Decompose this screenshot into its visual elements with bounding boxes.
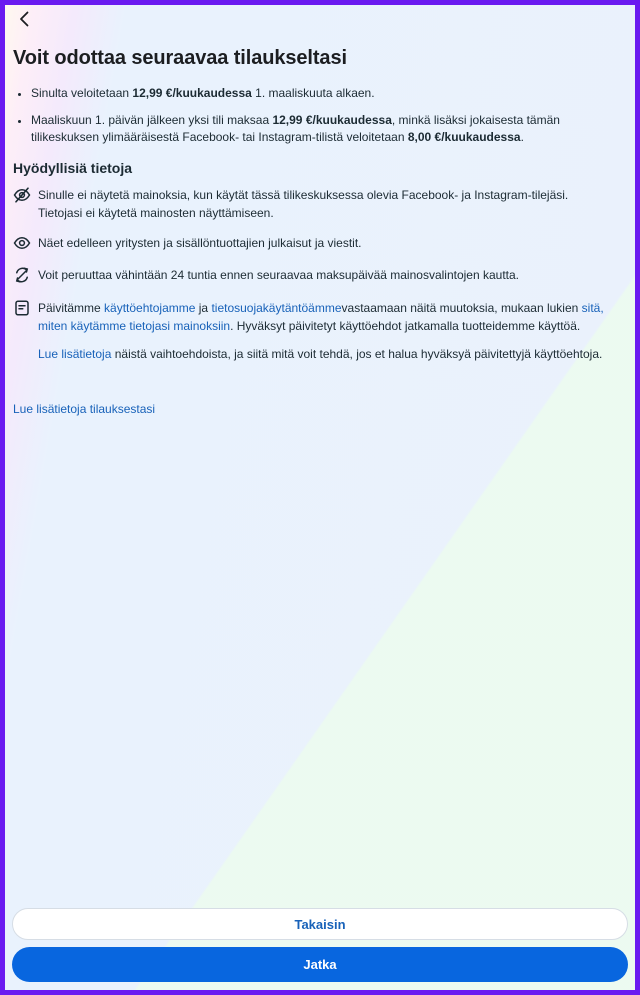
ads-data-link[interactable]: sitä, miten käytämme tietojasi mainoksiin bbox=[38, 301, 604, 333]
page-title: Voit odottaa seuraavaa tilaukseltasi bbox=[13, 47, 347, 69]
eye-off-icon bbox=[13, 186, 31, 204]
learn-more-paragraph: Lue lisätietoja näistä vaihtoehdoista, ja siitä mitä voit tehdä, jos et halua hyväksyä päivitettyjä käyttöehtoja. bbox=[38, 347, 603, 361]
terms-paragraph: Päivitämme käyttöehtojamme ja tietosuojakäytäntöämmevastaamaan näitä muutoksia, mukaan lukien sitä, miten käytämme tietojasi mainoksiin. Hyväksyt päivitetyt käyttöehdot jatkamalla tuotteidemme käyttöä. bbox=[38, 301, 604, 333]
pricing-list bbox=[13, 85, 613, 156]
subscription-info-link[interactable]: Lue lisätietoja tilauksestasi bbox=[13, 402, 156, 416]
info-item-no-ads: Sinulle ei näytetä mainoksia, kun käytät tässä tilikeskuksessa olevia Facebook- ja Instagram-tilejäsi. Tietojasi ei käytetä mainosten näyttämiseen. bbox=[13, 186, 613, 222]
back-button[interactable] bbox=[13, 8, 37, 32]
document-icon bbox=[13, 299, 31, 317]
back-action-button[interactable]: Takaisin bbox=[12, 908, 628, 940]
info-item-content: Näet edelleen yritysten ja sisällöntuottajien julkaisut ja viestit. bbox=[13, 234, 613, 252]
privacy-policy-link[interactable]: tietosuojakäytäntöämme bbox=[211, 301, 342, 315]
eye-icon bbox=[13, 234, 31, 252]
cancel-cycle-icon bbox=[13, 266, 31, 284]
section-title: Hyödyllisiä tietoja bbox=[13, 160, 133, 176]
terms-link[interactable]: käyttöehtojamme bbox=[104, 301, 196, 315]
pricing-item: Sinulta veloitetaan 12,99 €/kuukaudessa 1. maaliskuuta alkaen. bbox=[13, 85, 613, 102]
subscription-screen bbox=[5, 5, 635, 990]
learn-more-link[interactable]: Lue lisätietoja bbox=[38, 347, 112, 361]
info-item-cancel: Voit peruuttaa vähintään 24 tuntia ennen seuraavaa maksupäivää mainosvalintojen kautta. bbox=[13, 266, 613, 284]
continue-button[interactable]: Jatka bbox=[12, 947, 628, 982]
pricing-item: Maaliskuun 1. päivän jälkeen yksi tili maksaa 12,99 €/kuukaudessa, minkä lisäksi jokaisesta tämän tilikeskuksen ylimääräisestä Facebook- tai Instagram-tilistä veloitetaan 8,00 €/kuukaudessa. bbox=[13, 112, 613, 146]
chevron-left-icon bbox=[13, 8, 37, 32]
info-item-terms bbox=[13, 299, 613, 363]
